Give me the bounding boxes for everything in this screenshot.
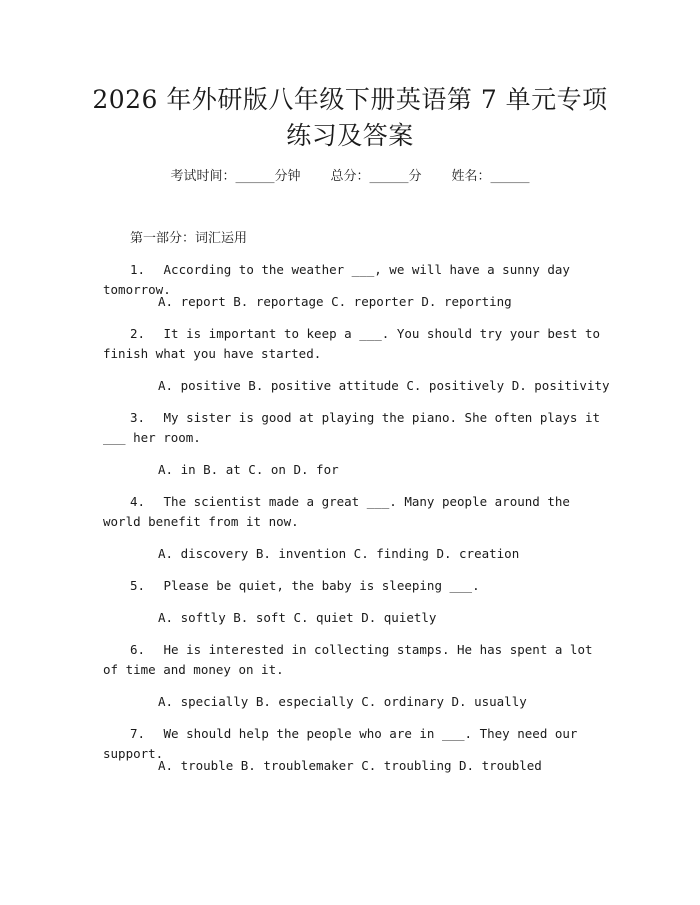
question-1-options: A. report B. reportage C. reporter D. reporting	[158, 294, 512, 309]
question-text: Please be quiet, the baby is sleeping ___.	[163, 578, 480, 593]
section-title: 第一部分：词汇运用	[130, 231, 248, 246]
question-3	[103, 408, 603, 448]
title-line-2: 练习及答案	[286, 121, 414, 150]
question-number: 6.	[130, 642, 146, 657]
question-5	[103, 576, 603, 596]
question-number: 2.	[130, 326, 146, 341]
question-2	[103, 324, 603, 364]
exam-time: 考试时间：______分钟	[170, 169, 301, 184]
question-5-options: A. softly B. soft C. quiet D. quietly	[158, 610, 437, 625]
title-line-1: 2026 年外研版八年级下册英语第 7 单元专项	[92, 85, 608, 114]
question-2-options: A. positive B. positive attitude C. positively D. positivity	[158, 378, 610, 393]
exam-name: 姓名：______	[451, 169, 530, 184]
question-3-options: A. in B. at C. on D. for	[158, 462, 339, 477]
question-text: My sister is good at playing the piano. She often plays it ___ her room.	[103, 410, 601, 445]
question-number: 7.	[130, 726, 146, 741]
question-7-options: A. trouble B. troublemaker C. troubling D. troubled	[158, 758, 542, 773]
question-text: The scientist made a great ___. Many people around the world benefit from it now.	[103, 494, 570, 529]
document-title	[60, 82, 640, 154]
question-6	[103, 640, 603, 680]
exam-info	[0, 168, 700, 186]
question-text: It is important to keep a ___. You should try your best to finish what you have started.	[103, 326, 601, 361]
exam-score: 总分：______分	[330, 169, 422, 184]
question-number: 3.	[130, 410, 146, 425]
question-number: 1.	[130, 262, 146, 277]
question-4	[103, 492, 603, 532]
question-number: 4.	[130, 494, 146, 509]
question-text: We should help the people who are in ___. They need our support.	[103, 726, 578, 761]
question-4-options: A. discovery B. invention C. finding D. creation	[158, 546, 520, 561]
question-text: According to the weather ___, we will have a sunny day tomorrow.	[103, 262, 570, 297]
question-text: He is interested in collecting stamps. He has spent a lot of time and money on it.	[103, 642, 593, 677]
question-number: 5.	[130, 578, 146, 593]
question-6-options: A. specially B. especially C. ordinary D. usually	[158, 694, 527, 709]
